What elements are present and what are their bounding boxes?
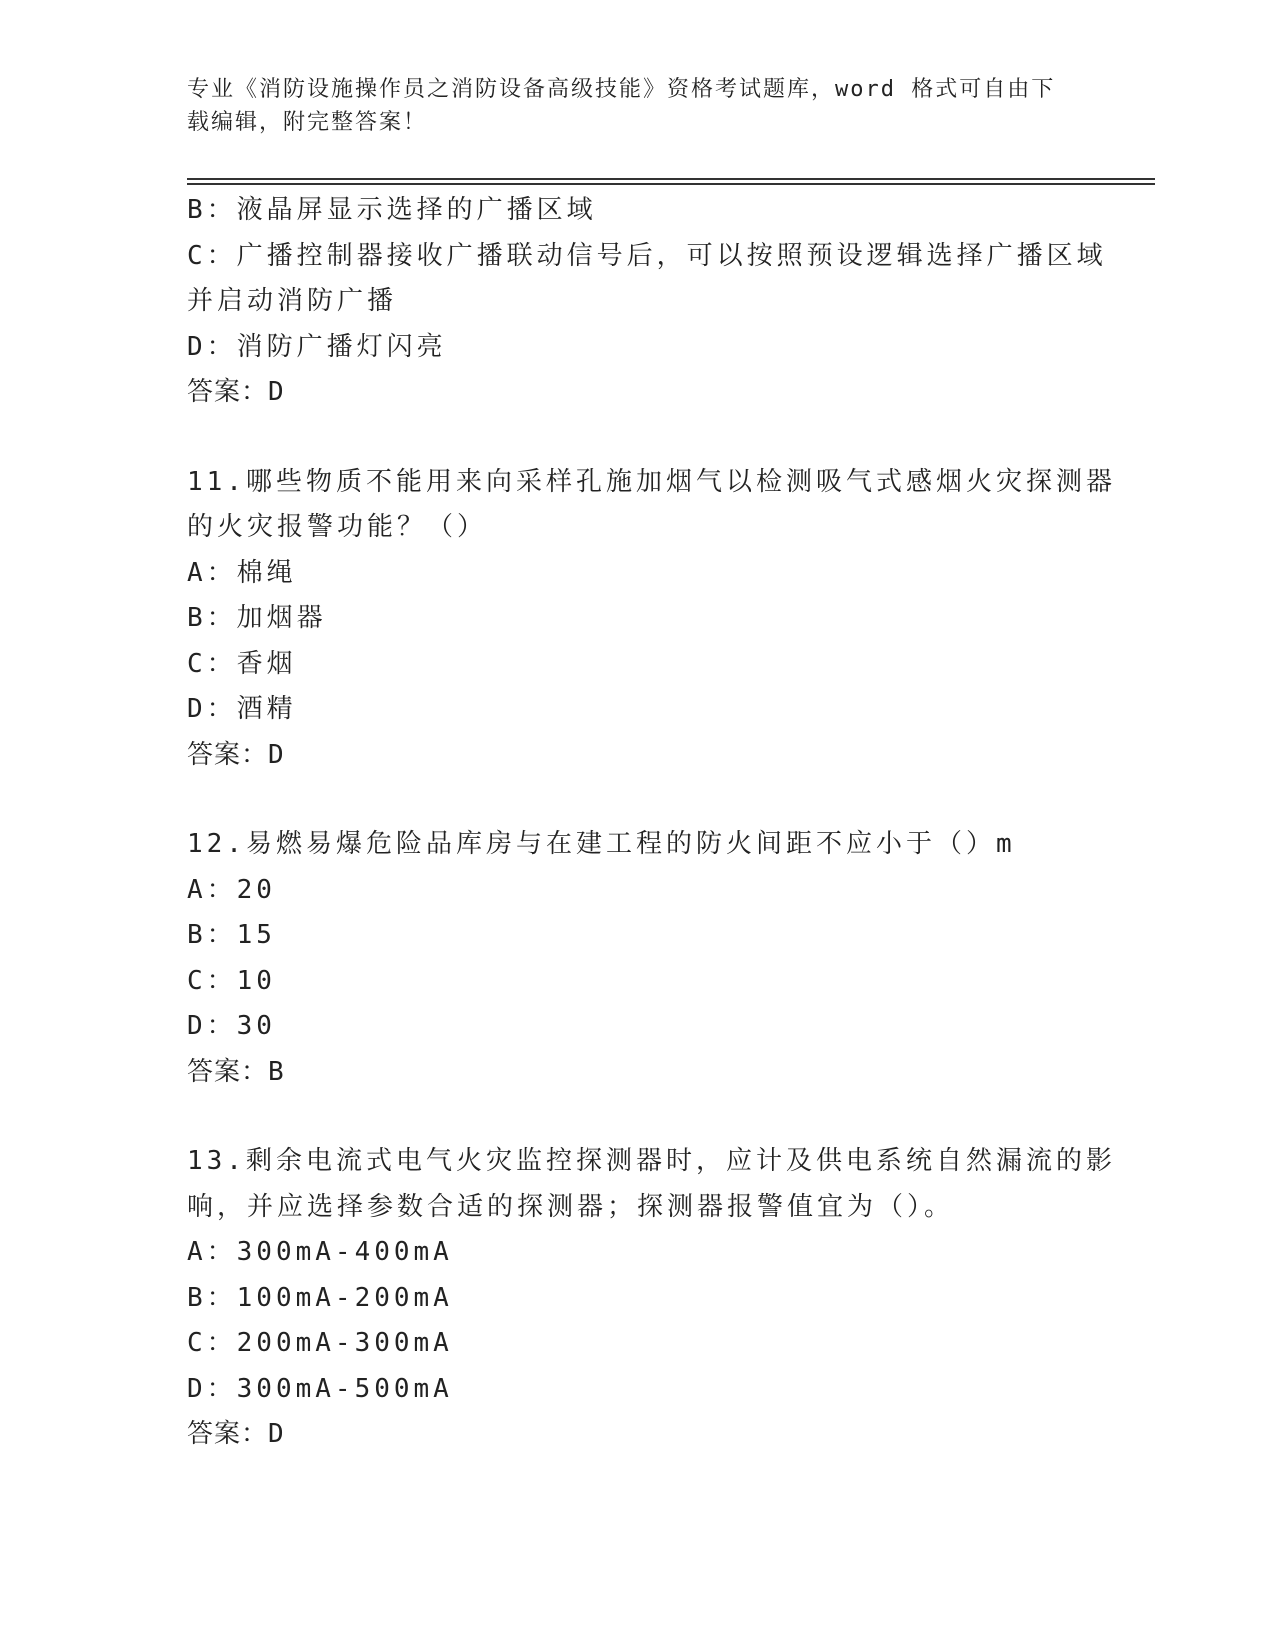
document-header	[187, 73, 1067, 139]
question-stem-continued: 的火灾报警功能？（）	[187, 512, 488, 542]
question-list	[187, 188, 1116, 1458]
option-b: B：液晶屏显示选择的广播区域	[187, 195, 597, 225]
option-b: B：15	[187, 920, 276, 950]
question-block-11	[187, 460, 1116, 779]
option-b: B：加烟器	[187, 603, 327, 633]
question-stem: 11.哪些物质不能用来向采样孔施加烟气以检测吸气式感烟火灾探测器	[187, 466, 1116, 497]
option-c: C：10	[187, 965, 276, 996]
header-line-1: 专业《消防设施操作员之消防设备高级技能》资格考试题库，word 格式可自由下	[187, 77, 1056, 102]
option-a: A：300mA-400mA	[187, 1237, 453, 1267]
option-a: A：棉绳	[187, 557, 297, 588]
option-c: C：香烟	[187, 648, 297, 679]
option-c: C：200mA-300mA	[187, 1328, 453, 1358]
question-block-13	[187, 1139, 1116, 1458]
option-c-continued: 并启动消防广播	[187, 286, 398, 316]
answer-line: 答案：B	[187, 1056, 285, 1087]
header-divider-bottom	[187, 183, 1155, 185]
option-d: D：消防广播灯闪亮	[187, 331, 447, 362]
option-d: D：酒精	[187, 694, 297, 724]
option-d: D：30	[187, 1011, 276, 1041]
option-c: C：广播控制器接收广播联动信号后，可以按照预设逻辑选择广播区域	[187, 240, 1107, 271]
option-d: D：300mA-500mA	[187, 1373, 453, 1404]
question-stem-continued: 响，并应选择参数合适的探测器；探测器报警值宜为（）。	[187, 1191, 955, 1222]
option-a: A：20	[187, 874, 276, 905]
answer-line: 答案：D	[187, 739, 285, 770]
question-stem: 12.易燃易爆危险品库房与在建工程的防火间距不应小于（）m	[187, 829, 1016, 859]
answer-line: 答案：D	[187, 1419, 285, 1449]
question-stem: 13.剩余电流式电气火灾监控探测器时，应计及供电系统自然漏流的影	[187, 1146, 1116, 1176]
header-line-2: 载编辑，附完整答案！	[187, 110, 428, 135]
option-b: B：100mA-200mA	[187, 1282, 453, 1313]
question-block-12	[187, 822, 1087, 1095]
answer-line: 答案：D	[187, 377, 285, 407]
question-block-10	[187, 188, 1107, 416]
header-divider-top	[187, 178, 1155, 180]
